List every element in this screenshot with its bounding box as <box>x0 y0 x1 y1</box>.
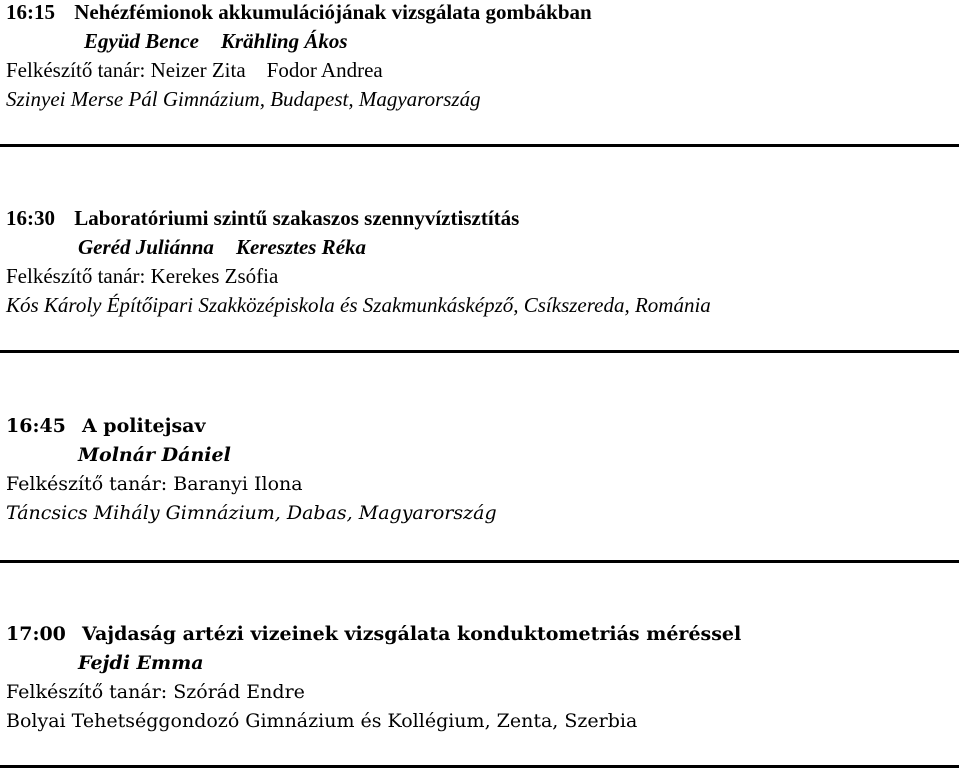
entry-school: Bolyai Tehetséggondozó Gimnázium és Kollégium, Zenta, Szerbia <box>6 710 638 732</box>
teacher-label: Felkészítő tanár: <box>6 681 168 703</box>
entry-teacher <box>6 56 383 84</box>
entry-heading <box>6 0 592 26</box>
author: Keresztes Réka <box>235 235 367 259</box>
divider <box>0 350 959 353</box>
author: Krähling Ákos <box>220 29 348 53</box>
teacher-names: Baranyi Ilona <box>173 473 303 495</box>
entry-heading <box>6 412 206 440</box>
author: Együd Bence <box>84 29 199 53</box>
entry-time: 16:15 <box>6 0 55 24</box>
entry-teacher <box>6 470 303 498</box>
entry-school: Szinyei Merse Pál Gimnázium, Budapest, Magyarország <box>6 87 481 111</box>
entry-authors <box>78 441 231 469</box>
entry-title: Nehézfémionok akkumulációjának vizsgálata gombákban <box>74 0 592 24</box>
entry-authors <box>84 27 348 55</box>
author: Fejdi Emma <box>78 652 204 674</box>
entry-teacher <box>6 678 305 706</box>
entry-title: Laboratóriumi szintű szakaszos szennyvíztisztítás <box>74 206 520 230</box>
entry-heading <box>6 204 519 232</box>
entry-title: A politejsav <box>81 415 206 437</box>
entry-authors <box>78 233 366 261</box>
divider <box>0 560 959 563</box>
author: Geréd Juliánna <box>78 235 214 259</box>
entry-school: Kós Károly Építőipari Szakközépiskola és Szakmunkásképző, Csíkszereda, Románia <box>6 293 711 317</box>
entry-time: 17:00 <box>6 623 66 645</box>
teacher-label: Felkészítő tanár: <box>6 264 146 288</box>
entry-authors <box>78 649 204 677</box>
divider <box>0 765 959 768</box>
entry-time: 16:30 <box>6 206 55 230</box>
teacher-label: Felkészítő tanár: <box>6 473 168 495</box>
divider <box>0 144 959 147</box>
teacher-label: Felkészítő tanár: <box>6 58 146 82</box>
entry-school: Táncsics Mihály Gimnázium, Dabas, Magyarország <box>6 502 497 524</box>
teacher-names: Neizer Zita Fodor Andrea <box>150 58 383 82</box>
author: Molnár Dániel <box>78 444 231 466</box>
entry-teacher <box>6 262 278 290</box>
entry-time: 16:45 <box>6 415 66 437</box>
entry-heading <box>6 620 741 648</box>
entry-title: Vajdaság artézi vizeinek vizsgálata konduktometriás méréssel <box>81 623 742 645</box>
teacher-names: Kerekes Zsófia <box>150 264 279 288</box>
teacher-names: Szórád Endre <box>173 681 305 703</box>
